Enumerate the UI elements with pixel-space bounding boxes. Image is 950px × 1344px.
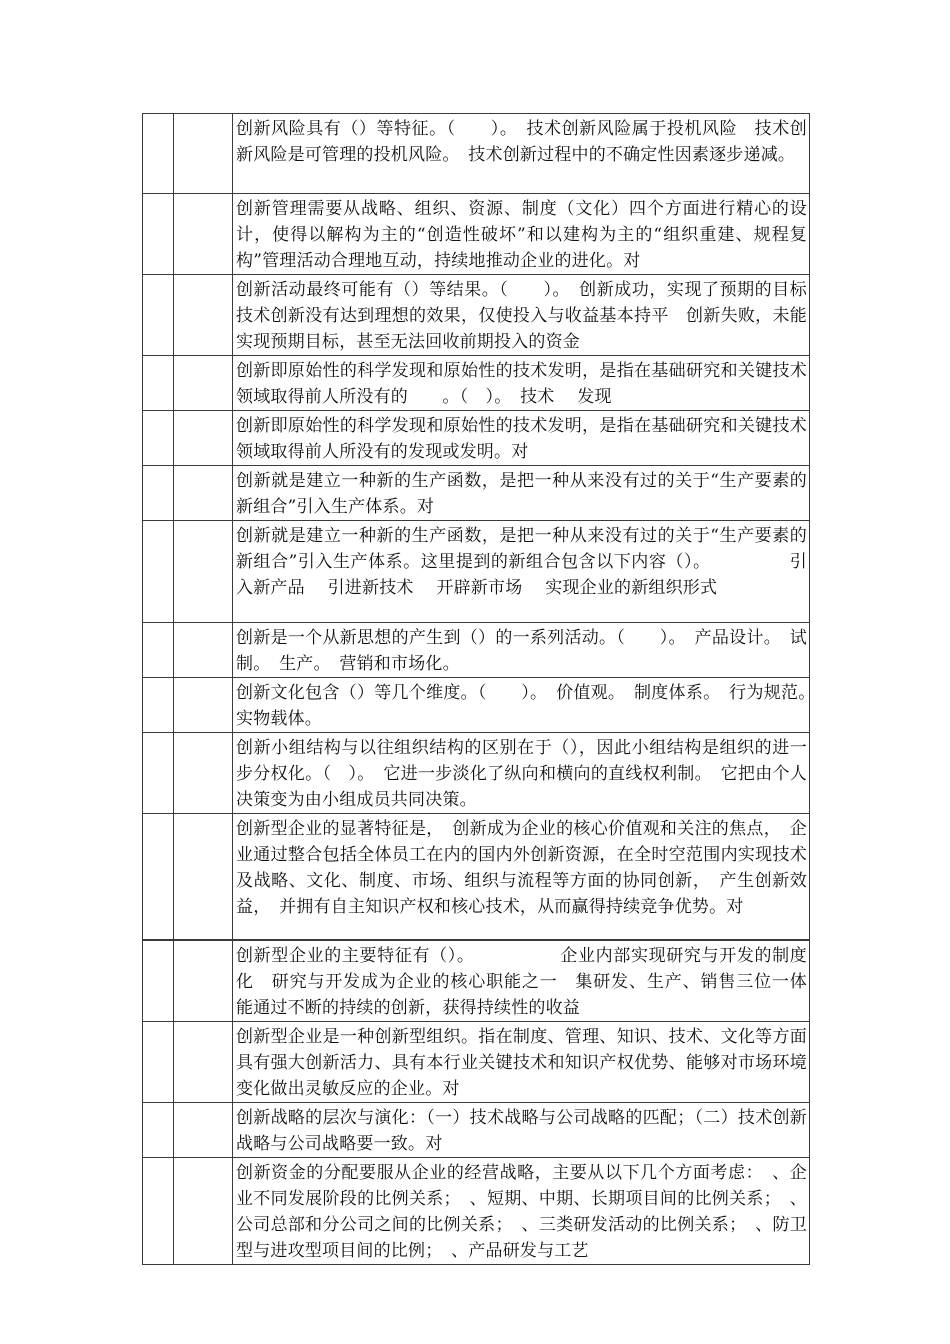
- row-index-cell: [143, 623, 174, 678]
- row-content-cell: 创新是一个从新思想的产生到（）的一系列活动。（ ）。 产品设计。 试制。 生产。 营销和市场化。: [233, 623, 810, 678]
- row-content-cell: 创新就是建立一种新的生产函数，是把一种从来没有过的关于“生产要素的新组合”引入生产体系。对: [233, 466, 810, 521]
- row-content-cell: 创新风险具有（）等特征。（ ）。 技术创新风险属于投机风险 技术创新风险是可管理的投机风险。 技术创新过程中的不确定性因素逐步递减。: [233, 114, 810, 194]
- row-index-cell: [143, 1021, 174, 1102]
- table-row: [143, 466, 810, 521]
- table-row: [143, 411, 810, 466]
- row-content-cell: 创新即原始性的科学发现和原始性的技术发明，是指在基础研究和关键技术领域取得前人所没有的发现或发明。对: [233, 411, 810, 466]
- row-index-cell: [143, 1102, 174, 1157]
- question-table: [142, 113, 830, 1265]
- row-index-cell: [143, 411, 174, 466]
- table-row: [143, 1021, 810, 1102]
- row-index-cell: [143, 1157, 174, 1264]
- table-row: [143, 678, 810, 733]
- row-index-cell: [143, 466, 174, 521]
- row-content-cell: 创新资金的分配要服从企业的经营战略，主要从以下几个方面考虑： 、企业不同发展阶段的比例关系； 、短期、中期、长期项目间的比例关系； 、公司总部和分公司之间的比例关系； 、三类研发活动的比例关系； 、防卫型与进攻型项目间的比例； 、产品研发与工艺: [233, 1157, 810, 1264]
- row-index-cell: [143, 356, 174, 411]
- table-row: [143, 194, 810, 275]
- row-answer-cell: [174, 1157, 233, 1264]
- row-answer-cell: [174, 1021, 233, 1102]
- row-answer-cell: [174, 733, 233, 814]
- table-row: [143, 275, 810, 356]
- table-row: [143, 1102, 810, 1157]
- table-row: [143, 356, 810, 411]
- row-content-cell: 创新管理需要从战略、组织、资源、制度（文化）四个方面进行精心的设计，使得以解构为主的“创造性破坏”和以建构为主的“组织重建、规程复构”管理活动合理地互动，持续地推动企业的进化。对: [233, 194, 810, 275]
- row-answer-cell: [174, 356, 233, 411]
- row-index-cell: [143, 940, 174, 1022]
- row-index-cell: [143, 275, 174, 356]
- row-answer-cell: [174, 623, 233, 678]
- table-row: [143, 521, 810, 623]
- row-content-cell: 创新活动最终可能有（）等结果。（ ）。 创新成功，实现了预期的目标 技术创新没有达到理想的效果，仅使投入与收益基本持平 创新失败，未能实现预期目标，甚至无法回收前期投入的资金: [233, 275, 810, 356]
- row-content-cell: 创新型企业的显著特征是， 创新成为企业的核心价值观和关注的焦点， 企业通过整合包括全体员工在内的国内外创新资源，在全时空范围内实现技术及战略、文化、制度、市场、组织与流程等方面的协同创新， 产生创新效益， 并拥有自主知识产权和核心技术，从而赢得持续竞争优势。对: [233, 814, 810, 940]
- table-row: [143, 114, 810, 194]
- row-answer-cell: [174, 411, 233, 466]
- row-content-cell: 创新型企业的主要特征有（）。 企业内部实现研究与开发的制度化 研究与开发成为企业的核心职能之一 集研发、生产、销售三位一体 能通过不断的持续的创新，获得持续性的收益: [233, 940, 810, 1022]
- row-content-cell: 创新战略的层次与演化：（一）技术战略与公司战略的匹配；（二）技术创新战略与公司战略要一致。对: [233, 1102, 810, 1157]
- row-answer-cell: [174, 194, 233, 275]
- row-index-cell: [143, 194, 174, 275]
- table-row: [143, 623, 810, 678]
- row-answer-cell: [174, 521, 233, 623]
- row-index-cell: [143, 814, 174, 940]
- row-index-cell: [143, 521, 174, 623]
- row-answer-cell: [174, 275, 233, 356]
- row-content-cell: 创新就是建立一种新的生产函数，是把一种从来没有过的关于“生产要素的新组合”引入生产体系。这里提到的新组合包含以下内容（）。 引入新产品 引进新技术 开辟新市场 实现企业的新组织形式: [233, 521, 810, 623]
- row-index-cell: [143, 114, 174, 194]
- table-row: [143, 814, 810, 940]
- row-answer-cell: [174, 814, 233, 940]
- table-row: [143, 733, 810, 814]
- row-answer-cell: [174, 940, 233, 1022]
- row-content-cell: 创新文化包含（）等几个维度。（ ）。 价值观。 制度体系。 行为规范。 实物载体。: [233, 678, 810, 733]
- row-answer-cell: [174, 114, 233, 194]
- row-index-cell: [143, 678, 174, 733]
- row-answer-cell: [174, 678, 233, 733]
- row-index-cell: [143, 733, 174, 814]
- row-content-cell: 创新型企业是一种创新型组织。指在制度、管理、知识、技术、文化等方面具有强大创新活力、具有本行业关键技术和知识产权优势、能够对市场环境变化做出灵敏反应的企业。对: [233, 1021, 810, 1102]
- table-row: [143, 940, 810, 1022]
- row-content-cell: 创新小组结构与以往组织结构的区别在于（），因此小组结构是组织的进一步分权化。（ ）。 它进一步淡化了纵向和横向的直线权利制。 它把由个人决策变为由小组成员共同决策。: [233, 733, 810, 814]
- row-answer-cell: [174, 1102, 233, 1157]
- table-row: [143, 1157, 810, 1264]
- row-content-cell: 创新即原始性的科学发现和原始性的技术发明，是指在基础研究和关键技术领域取得前人所没有的 。（ ）。 技术 发现: [233, 356, 810, 411]
- row-answer-cell: [174, 466, 233, 521]
